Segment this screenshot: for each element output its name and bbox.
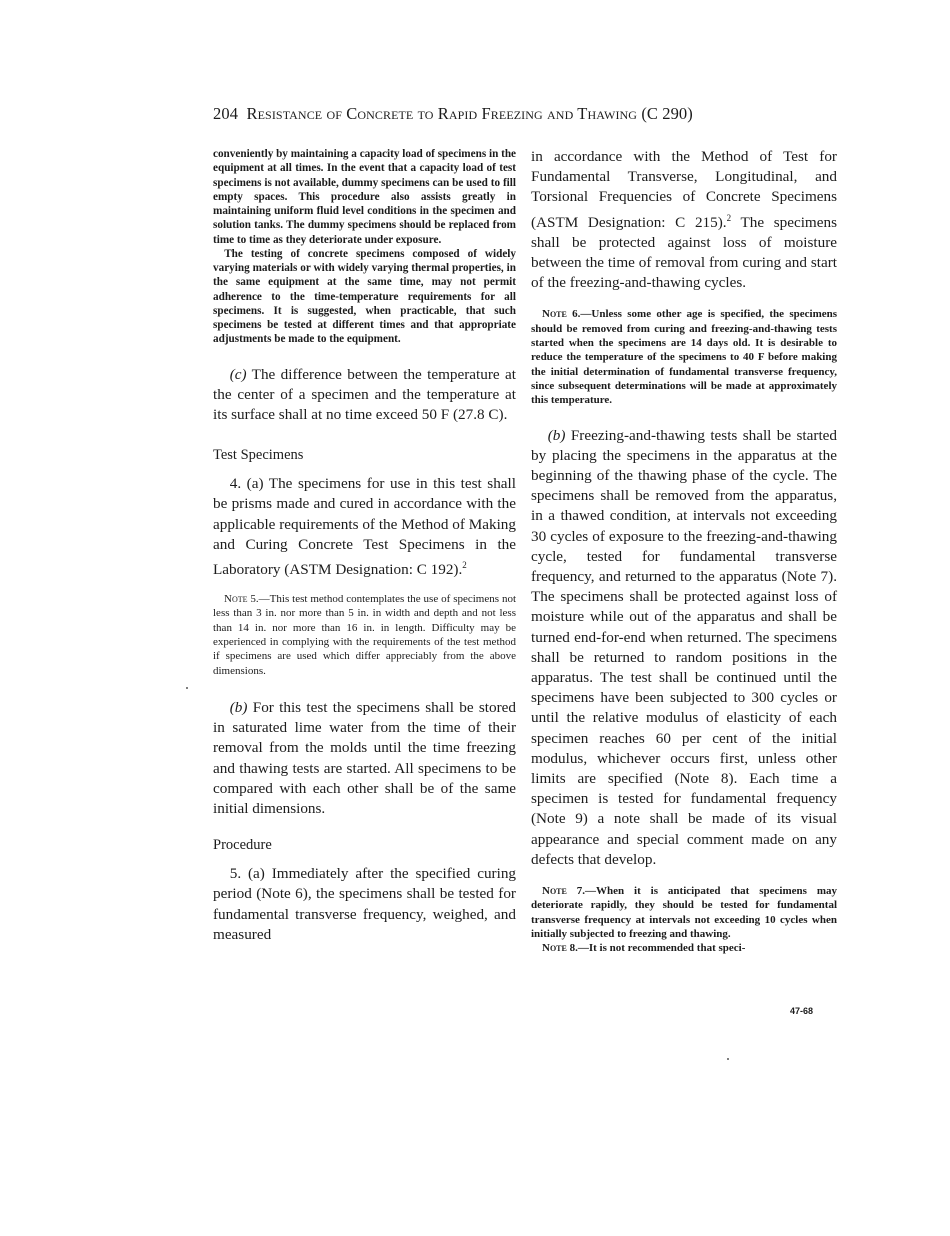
page-code: 47-68: [790, 1006, 814, 1016]
note-label: Note 7.: [542, 885, 586, 898]
note-5: Note 5.—This test method contemplates the use of specimens not less than 3 in. nor more than 5 in. in width and depth and not less than 14 in. nor more than 16 in. in length. Difficulty may be experienced in complying with the requirements of the test method if specimens are used which differ appreciably from the above dimensions.: [213, 593, 516, 677]
section-heading-test-specimens: Test Specimens: [213, 447, 304, 464]
right-column: [531, 147, 837, 956]
note-label: Note 5.: [224, 593, 259, 606]
item-label: 4. (a): [229, 475, 264, 493]
item-label: (b): [229, 698, 248, 716]
paragraph-lime-water: (b) For this test the specimens shall be stored in saturated lime water from the time of their removal from the molds until the time freezing and thawing tests are started. All specimens to be compared with each other shall be of the same initial dimensions.: [213, 698, 516, 817]
running-title: Resistance of Concrete to Rapid Freezing and Thawing: [246, 104, 638, 123]
note-7: Note 7.—When it is anticipated that specimens may deteriorate rapidly, they should be tested for fundamental transverse frequency at intervals not exceeding 10 cycles when initially subjected to freezing and thawing.: [531, 885, 838, 940]
left-column: [213, 147, 516, 945]
paragraph-specimens-prisms: 4. (a) The specimens for use in this test shall be prisms made and cured in accordance with the applicable requirements of the Method of Making and Curing Concrete Test Specimens in the Laboratory (ASTM Designation: C 192).$^2$: [213, 475, 516, 578]
designation: (C 290): [641, 104, 693, 123]
paragraph-varying-materials: The testing of concrete specimens composed of widely varying materials or with widely varying thermal properties, in the same equipment at the same time, may not permit adherence to the time-temperature requirements for all specimens. It is suggested, when practicable, that such specimens be tested at different times and that appropriate adjustments be made to the equipment.: [213, 247, 516, 346]
footnote-ref: 2: [726, 212, 732, 223]
paragraph-capacity-load: conveniently by maintaining a capacity load of specimens in the equipment at all times. In the event that a capacity load of test specimens is not available, dummy specimens can be used to fill empty spaces. This procedure also assists greatly in maintaining uniform fluid level conditions in the specimen and solution tanks. The dummy specimens should be replaced from time to time as they deteriorate under exposure.: [213, 148, 517, 246]
paragraph-curing-period: 5. (a) Immediately after the specified curing period (Note 6), the specimens shall be tested for fundamental transverse frequency, weighed, and measured: [213, 865, 517, 943]
note-label: Note 8.: [542, 942, 578, 955]
scan-speck: [186, 687, 188, 689]
scan-speck: [727, 1058, 729, 1060]
section-heading-procedure: Procedure: [213, 837, 272, 854]
running-header: [213, 104, 693, 124]
item-label: (c): [229, 365, 247, 383]
note-8: Note 8.—It is not recommended that speci-: [542, 942, 746, 955]
paragraph-temperature-difference: (c) The difference between the temperature at the center of a specimen and the temperature at its surface shall at no time exceed 50 F (27.8 C).: [213, 365, 516, 423]
item-label: 5. (a): [229, 865, 265, 883]
note-6: Note 6.—Unless some other age is specified, the specimens should be removed from curing and freezing-and-thawing tests started when the specimens are 14 days old. It is desirable to reduce the temperature of the specimens to 40 F before making the initial determination of fundamental transverse frequency, since subsequent determinations will be made at approximately this temperature.: [531, 308, 838, 407]
item-label: (b): [547, 426, 566, 444]
footnote-ref: 2: [462, 559, 467, 570]
note-label: Note 6.: [542, 308, 581, 321]
paragraph-frequency-method: in accordance with the Method of Test for Fundamental Transverse, Longitudinal, and Torsional Frequencies of Concrete Specimens (ASTM Designation: C 215).$^2$ The specimens shall be protected against loss of moisture between the time of removal from curing and start of the freezing-and-thawing cycles.: [531, 148, 837, 292]
page-number: 204: [213, 104, 239, 123]
paragraph-freezing-thawing-tests: (b) Freezing-and-thawing tests shall be started by placing the specimens in the apparatus at the beginning of the thawing phase of the cycle. The specimens shall be removed from the apparatus, in a thawed condition, at intervals not exceeding 30 cycles of exposure to the freezing-and-thawing cycle, tested for fundamental transverse frequency, and returned to the apparatus (Note 7). The specimens shall be protected against loss of moisture while out of the apparatus and shall be turned end-for-end when returned. The specimens shall be returned to random positions in the apparatus. The test shall be continued until the specimens have been subjected to 300 cycles or until the relative modulus of elasticity of each specimen reaches 60 per cent of the initial modulus, whichever occurs first, unless other limits are specified (Note 8). Each time a specimen is tested for fundamental frequency (Note 9) a note shall be made of its visual appearance and special comment made on any defects that develop.: [531, 426, 837, 868]
